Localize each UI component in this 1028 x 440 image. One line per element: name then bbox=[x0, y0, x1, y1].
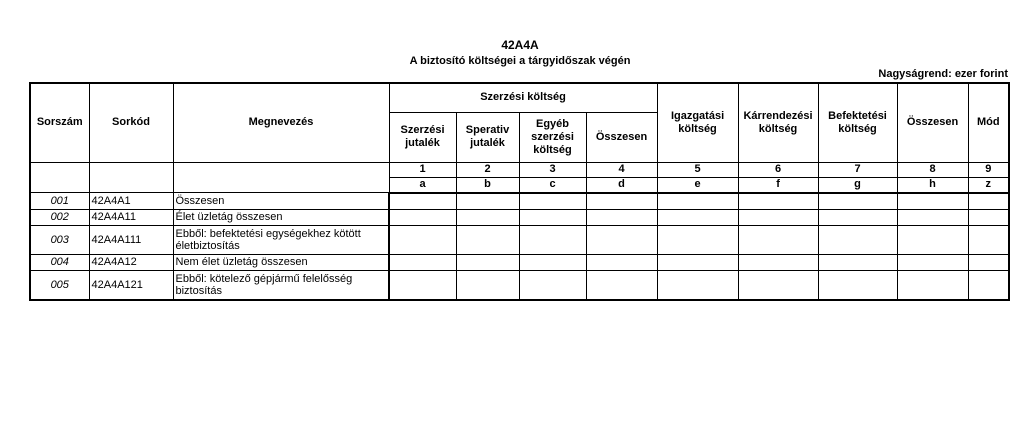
data-cell[interactable] bbox=[968, 209, 1009, 225]
data-cell[interactable] bbox=[519, 209, 586, 225]
row-sorkod: 42A4A1 bbox=[89, 193, 173, 210]
data-cell[interactable] bbox=[897, 270, 968, 300]
col-letter: c bbox=[519, 177, 586, 193]
header-igazgatasi: Igazgatási költség bbox=[657, 83, 738, 162]
col-letter: e bbox=[657, 177, 738, 193]
form-title: A biztosító költségei a tárgyidőszak végén bbox=[409, 55, 631, 67]
header-karrendezesi: Kárrendezési költség bbox=[738, 83, 818, 162]
data-cell[interactable] bbox=[519, 225, 586, 254]
data-cell[interactable] bbox=[818, 254, 897, 270]
data-cell[interactable] bbox=[586, 225, 657, 254]
data-cell[interactable] bbox=[657, 225, 738, 254]
row-sorkod: 42A4A111 bbox=[89, 225, 173, 254]
data-cell[interactable] bbox=[738, 193, 818, 210]
data-cell[interactable] bbox=[389, 209, 456, 225]
data-cell[interactable] bbox=[586, 254, 657, 270]
row-sorszam: 002 bbox=[30, 209, 89, 225]
table-row bbox=[30, 270, 1009, 300]
data-cell[interactable] bbox=[389, 254, 456, 270]
col-number: 2 bbox=[456, 162, 519, 177]
col-letter: d bbox=[586, 177, 657, 193]
data-cell[interactable] bbox=[968, 225, 1009, 254]
header-megnevezes: Megnevezés bbox=[173, 83, 389, 162]
header-szerzesi-koltseg-group: Szerzési költség bbox=[389, 83, 657, 112]
data-cell[interactable] bbox=[818, 209, 897, 225]
data-cell[interactable] bbox=[456, 270, 519, 300]
data-cell[interactable] bbox=[897, 254, 968, 270]
data-cell[interactable] bbox=[738, 209, 818, 225]
data-cell[interactable] bbox=[519, 193, 586, 210]
header-egyeb-szerzesi: Egyéb szerzési költség bbox=[519, 112, 586, 162]
data-cell[interactable] bbox=[519, 270, 586, 300]
form-code: 42A4A bbox=[501, 38, 539, 52]
data-cell[interactable] bbox=[389, 193, 456, 210]
header-blank-cell bbox=[89, 162, 173, 193]
data-cell[interactable] bbox=[456, 254, 519, 270]
row-megnevezes: Nem élet üzletág összesen bbox=[173, 254, 389, 270]
col-number: 9 bbox=[968, 162, 1009, 177]
col-letter: b bbox=[456, 177, 519, 193]
row-megnevezes: Élet üzletág összesen bbox=[173, 209, 389, 225]
data-cell[interactable] bbox=[456, 209, 519, 225]
data-cell[interactable] bbox=[657, 209, 738, 225]
row-sorkod: 42A4A12 bbox=[89, 254, 173, 270]
data-cell[interactable] bbox=[657, 270, 738, 300]
data-cell[interactable] bbox=[968, 193, 1009, 210]
header-befektetesi: Befektetési költség bbox=[818, 83, 897, 162]
row-sorszam: 005 bbox=[30, 270, 89, 300]
header-sperativ-jutalek: Sperativ jutalék bbox=[456, 112, 519, 162]
header-blank-cell bbox=[173, 162, 389, 193]
col-letter: a bbox=[389, 177, 456, 193]
data-cell[interactable] bbox=[968, 254, 1009, 270]
table-row bbox=[30, 254, 1009, 270]
data-cell[interactable] bbox=[586, 209, 657, 225]
table-row bbox=[30, 209, 1009, 225]
row-sorszam: 004 bbox=[30, 254, 89, 270]
data-cell[interactable] bbox=[897, 209, 968, 225]
data-cell[interactable] bbox=[968, 270, 1009, 300]
data-cell[interactable] bbox=[897, 225, 968, 254]
col-letter: h bbox=[897, 177, 968, 193]
row-megnevezes: Összesen bbox=[173, 193, 389, 210]
data-cell[interactable] bbox=[389, 270, 456, 300]
data-cell[interactable] bbox=[586, 193, 657, 210]
data-cell[interactable] bbox=[456, 225, 519, 254]
header-blank-cell bbox=[30, 162, 89, 193]
data-cell[interactable] bbox=[818, 225, 897, 254]
col-number: 1 bbox=[389, 162, 456, 177]
col-number: 4 bbox=[586, 162, 657, 177]
row-megnevezes: Ebből: befektetési egységekhez kötött életbiztosítás bbox=[173, 225, 389, 254]
col-number: 7 bbox=[818, 162, 897, 177]
row-sorszam: 003 bbox=[30, 225, 89, 254]
header-sorkod: Sorkód bbox=[89, 83, 173, 162]
col-number: 6 bbox=[738, 162, 818, 177]
col-number: 8 bbox=[897, 162, 968, 177]
data-cell[interactable] bbox=[519, 254, 586, 270]
data-cell[interactable] bbox=[818, 193, 897, 210]
col-letter: f bbox=[738, 177, 818, 193]
data-cell[interactable] bbox=[586, 270, 657, 300]
col-number: 3 bbox=[519, 162, 586, 177]
data-cell[interactable] bbox=[456, 193, 519, 210]
row-sorkod: 42A4A11 bbox=[89, 209, 173, 225]
row-megnevezes: Ebből: kötelező gépjármű felelősség biztosítás bbox=[173, 270, 389, 300]
header-mod: Mód bbox=[968, 83, 1009, 162]
data-cell[interactable] bbox=[738, 270, 818, 300]
data-cell[interactable] bbox=[389, 225, 456, 254]
data-cell[interactable] bbox=[657, 193, 738, 210]
table-row bbox=[30, 225, 1009, 254]
row-sorszam: 001 bbox=[30, 193, 89, 210]
cost-table bbox=[29, 82, 1010, 301]
row-sorkod: 42A4A121 bbox=[89, 270, 173, 300]
header-sorszam: Sorszám bbox=[30, 83, 89, 162]
unit-label: Nagyságrend: ezer forint bbox=[878, 68, 1008, 80]
data-cell[interactable] bbox=[657, 254, 738, 270]
data-cell[interactable] bbox=[738, 254, 818, 270]
data-cell[interactable] bbox=[738, 225, 818, 254]
header-osszesen-group: Összesen bbox=[586, 112, 657, 162]
header-osszesen: Összesen bbox=[897, 83, 968, 162]
data-cell[interactable] bbox=[818, 270, 897, 300]
col-number: 5 bbox=[657, 162, 738, 177]
table-row bbox=[30, 193, 1009, 210]
data-cell[interactable] bbox=[897, 193, 968, 210]
col-letter: g bbox=[818, 177, 897, 193]
header-szerzesi-jutalek: Szerzési jutalék bbox=[389, 112, 456, 162]
col-letter: z bbox=[968, 177, 1009, 193]
